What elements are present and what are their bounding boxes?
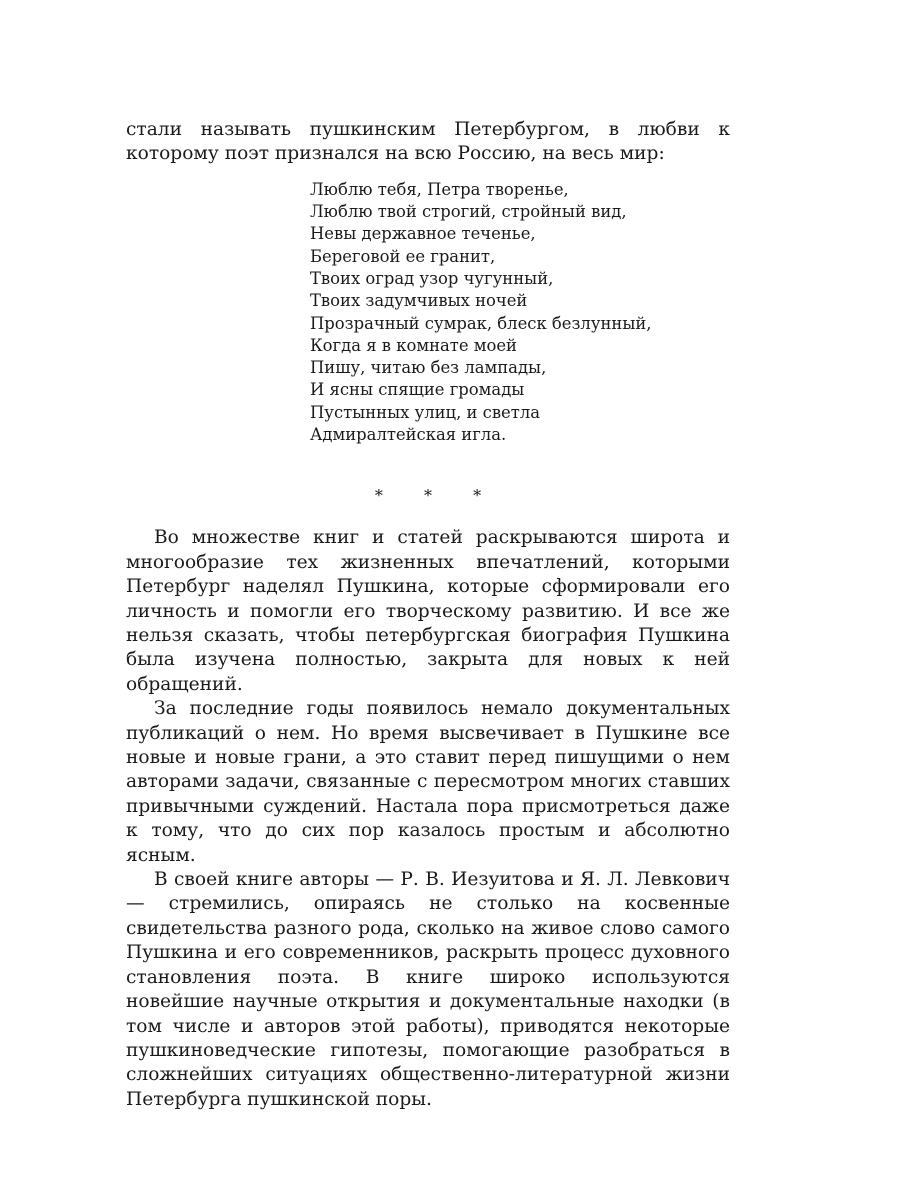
verse-line: Твоих оград узор чугунный, (310, 269, 554, 288)
verse-line: Пишу, читаю без лампады, (310, 358, 547, 378)
body-paragraph: За последние годы появилось немало документальных публикаций о нем. Но время высвечивает в Пушкине все новые и новые грани, а это ставит перед пишущими о нем авторами задачи, связанные с пересмотром многих ставших привычными суждений. Настала пора присмотреться даже к тому, что до сих пор казалось простым и абсолютно ясным. (126, 698, 730, 866)
body-paragraph: В своей книге авторы — Р. В. Иезуитова и Я. Л. Левкович — стремились, опираясь не столько на косвенные свидетельства разного рода, сколько на живое слово самого Пушкина и его современников, раскрыть процесс духовного становления поэта. В книге широко используются новейшие научные открытия и документальные находки (в том числе и авторов этой работы), приводятся некоторые пушкиноведческие гипотезы, помогающие разобраться в сложнейших ситуациях общественно-литературной жизни Петербурга пушкинской поры. (126, 869, 730, 1110)
verse-line: Твоих задумчивых ночей (310, 291, 528, 311)
verse-line: Люблю твой строгий, стройный вид, (310, 202, 627, 222)
verse-line: Когда я в комнате моей (310, 335, 517, 355)
verse-line: Пустынных улиц, и светла (310, 402, 541, 422)
opening-paragraph: стали называть пушкинским Петербургом, в любви к которому поэт признался на всю Россию, на весь мир: (126, 119, 730, 165)
verse-line: И ясны спящие громады (310, 380, 525, 400)
verse-line: Адмиралтейская игла. (310, 425, 507, 445)
verse-line: Люблю тебя, Петра творенье, (310, 179, 569, 199)
body-paragraph: Во множестве книг и статей раскрываются широта и многообразие тех жизненных впечатлений, которыми Петербург наделял Пушкина, которые сформировали его личность и помогли его творческому развитию. И все же нельзя сказать, чтобы петербургская биография Пушкина была изучена полностью, закрыта для новых к ней обращений. (126, 527, 730, 695)
verse-line: Береговой ее гранит, (310, 246, 496, 266)
poem-verse (310, 179, 730, 447)
verse-line: Прозрачный сумрак, блеск безлунный, (310, 313, 652, 333)
book-page (126, 118, 730, 1112)
section-break-asterisks: * * * (374, 486, 500, 506)
verse-line: Невы державное теченье, (310, 224, 536, 244)
